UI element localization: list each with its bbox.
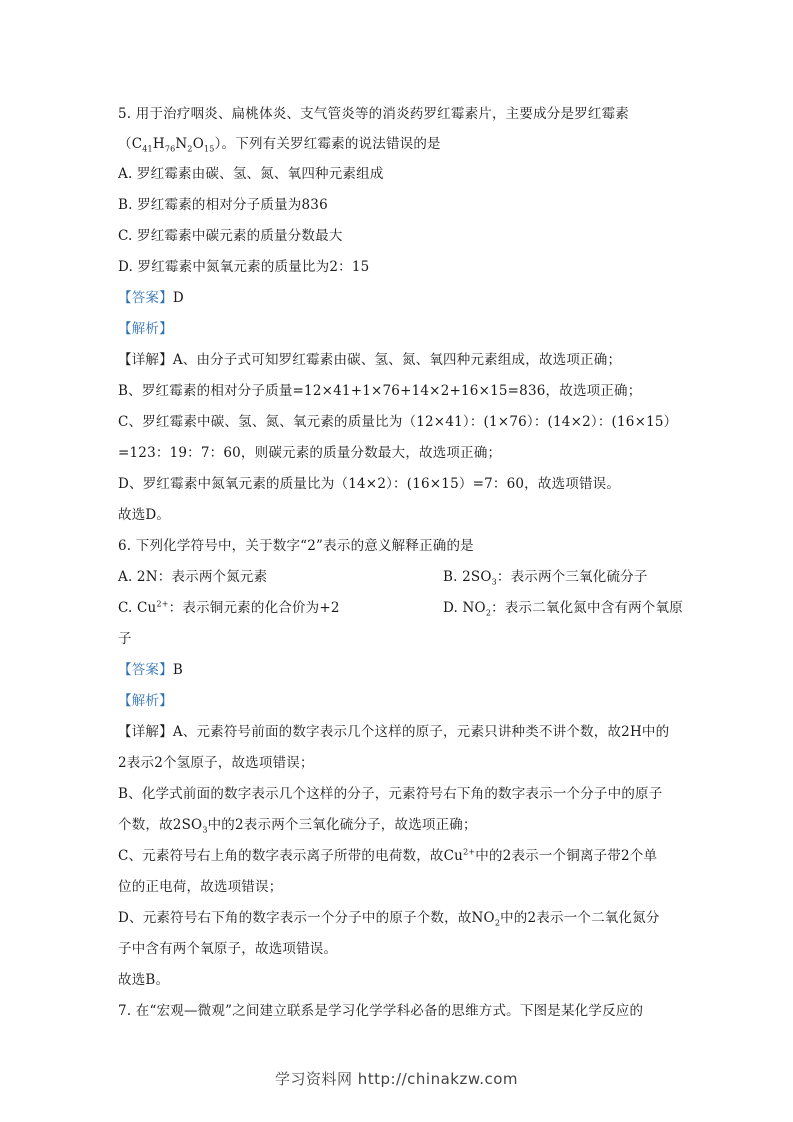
q5-explanation-3: C、罗红霉素中碳、氢、氮、氧元素的质量比为（12×41）：(1×76）：(14×2）：(16×15）: [118, 414, 678, 430]
q5-option-c: C. 罗红霉素中碳元素的质量分数最大: [118, 228, 343, 244]
q5-analysis-tag: 【解析】: [118, 321, 173, 337]
q5-conclusion: 故选D。: [118, 507, 171, 523]
q6-explanation-4: 个数，故$2SO_3$中的2表示两个三氧化硫分子，故选项正确；: [118, 817, 477, 835]
q6-explanation-3: B、化学式前面的数字表示几个这样的分子，元素符号右下角的数字表示一个分子中的原子: [118, 786, 663, 802]
q5-answer: 【答案】D: [118, 290, 184, 306]
q5-explanation-4: =123：19：7：60，则碳元素的质量分数最大，故选项正确；: [118, 445, 502, 461]
q6-conclusion: 故选B。: [118, 972, 170, 988]
q6-answer: 【答案】B: [118, 662, 183, 678]
q6-option-c: C. $Cu^{2+}$：表示铜元素的化合价为+2: [118, 599, 340, 616]
answer-tag: 【答案】: [118, 290, 173, 306]
q5-option-b: B. 罗红霉素的相对分子质量为836: [118, 197, 328, 213]
q6-option-a: A. 2N：表示两个氮元素: [118, 569, 268, 585]
q5-option-d: D. 罗红霉素中氮氧元素的质量比为2：15: [118, 259, 370, 275]
answer-tag: 【答案】: [118, 662, 173, 678]
q6-explanation-6: 位的正电荷，故选项错误；: [118, 879, 283, 895]
footer-watermark: 学习资料网 http://chinakzw.com: [274, 1070, 519, 1088]
q6-explanation-7: D、元素符号右下角的数字表示一个分子中的原子个数，故$NO_2$中的2表示一个二氧化氮分: [118, 910, 660, 928]
q6-option-d: D. $NO_2$：表示二氧化氮中含有两个氧原: [443, 600, 683, 618]
q6-analysis-tag: 【解析】: [118, 693, 173, 709]
q6-option-d-wrap: 子: [118, 631, 132, 647]
detail-tag: 【详解】: [118, 352, 173, 368]
q5-explanation-1: 【详解】A、由分子式可知罗红霉素由碳、氢、氮、氧四种元素组成，故选项正确；: [118, 352, 622, 368]
q6-explanation-5: C、元素符号右上角的数字表示离子所带的电荷数，故$Cu^{2+}$中的2表示一个铜离子带2个单: [118, 847, 658, 864]
detail-tag: 【详解】: [118, 724, 173, 740]
q7-stem: 7. 在“宏观—微观”之间建立联系是学习化学学科必备的思维方式。下图是某化学反应的: [118, 1003, 644, 1019]
q6-option-b: B. $2SO_3$：表示两个三氧化硫分子: [443, 569, 648, 587]
q5-option-a: A. 罗红霉素由碳、氢、氮、氧四种元素组成: [118, 166, 384, 182]
q5-stem-line1: 5. 用于治疗咽炎、扁桃体炎、支气管炎等的消炎药罗红霉素片，主要成分是罗红霉素: [118, 106, 629, 122]
q5-stem-line2: $(C_{41}H_{76}N_2O_{15})$。下列有关罗红霉素的说法错误的是: [118, 136, 441, 154]
q6-stem: 6. 下列化学符号中，关于数字“2”表示的意义解释正确的是: [118, 538, 474, 554]
q5-explanation-2: B、罗红霉素的相对分子质量=12×41+1×76+14×2+16×15=836，故选项正确；: [118, 383, 642, 399]
q6-explanation-1: 【详解】A、元素符号前面的数字表示几个这样的原子，元素只讲种类不讲个数，故2H中的: [118, 724, 670, 740]
q5-explanation-5: D、罗红霉素中氮氧元素的质量比为（14×2）：(16×15）=7：60，故选项错误。: [118, 476, 621, 492]
q6-explanation-8: 子中含有两个氧原子，故选项错误。: [118, 941, 338, 957]
q6-explanation-2: 2表示2个氢原子，故选项错误；: [118, 755, 314, 771]
